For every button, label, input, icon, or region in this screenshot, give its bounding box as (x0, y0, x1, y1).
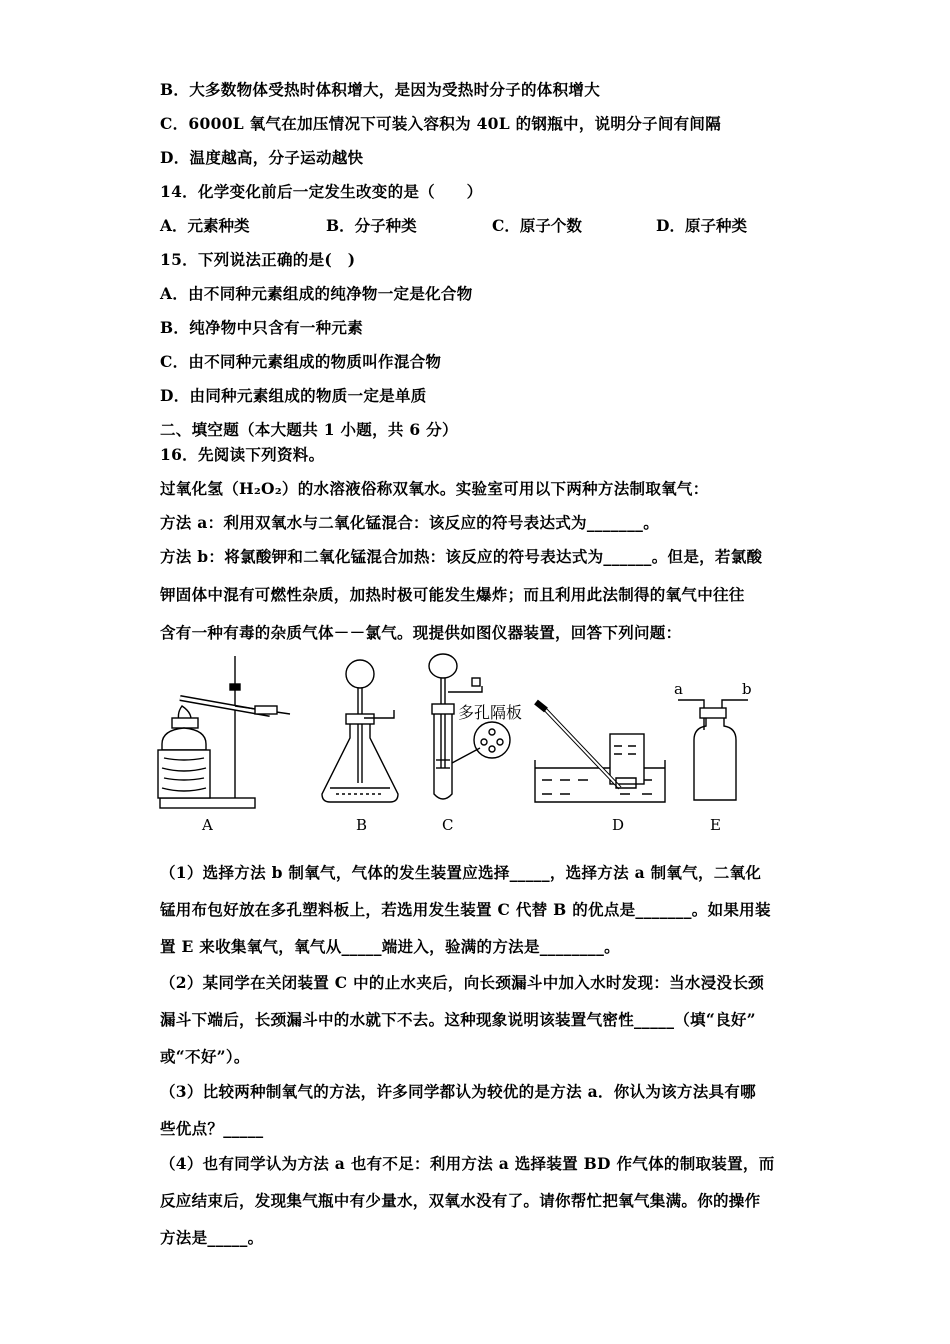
label-b: B (356, 816, 368, 834)
q14-option-d: D．原子种类 (656, 216, 747, 235)
q16-method-b-line2: 钾固体中混有可燃性杂质，加热时极可能发生爆炸；而且利用此法制得的氧气中往往 (160, 585, 745, 604)
apparatus-diagram (150, 648, 790, 838)
apparatus-e (678, 700, 748, 800)
q16-sub4-line2: 反应结束后，发现集气瓶中有少量水，双氧水没有了。请你帮忙把氧气集满。你的操作 (160, 1191, 761, 1210)
q16-paragraph-1: 过氧化氢（H₂O₂）的水溶液俗称双氧水。实验室可用以下两种方法制取氧气： (160, 479, 709, 498)
q15-option-b: B．纯净物中只含有一种元素 (160, 318, 364, 337)
q15-stem: 15．下列说法正确的是( ) (160, 250, 356, 269)
q16-sub4-line3: 方法是_____。 (160, 1228, 264, 1247)
q16-sub3-line1: （3）比较两种制氧气的方法，许多同学都认为较优的是方法 a．你认为该方法具有哪 (160, 1082, 756, 1101)
q16-sub2-line3: 或“不好”）。 (160, 1047, 250, 1066)
apparatus-c (429, 654, 510, 799)
q15-option-c: C．由不同种元素组成的物质叫作混合物 (160, 352, 442, 371)
q15-option-d: D．由同种元素组成的物质一定是单质 (160, 386, 427, 405)
label-d: D (612, 816, 625, 834)
label-a: A (202, 816, 213, 834)
q16-sub2-line1: （2）某同学在关闭装置 C 中的止水夹后，向长颈漏斗中加入水时发现：当水浸没长颈 (160, 973, 764, 992)
porous-plate-label: 多孔隔板 (458, 703, 523, 722)
q16-sub4-line1: （4）也有同学认为方法 a 也有不足：利用方法 a 选择装置 BD 作气体的制取装置，而 (160, 1154, 775, 1173)
q13-option-b: B．大多数物体受热时体积增大，是因为受热时分子的体积增大 (160, 80, 601, 99)
apparatus-b (322, 660, 398, 802)
q16-method-b-line3: 含有一种有毒的杂质气体－－氯气。现提供如图仪器装置，回答下列问题： (160, 623, 682, 642)
q13-option-d: D．温度越高，分子运动越快 (160, 148, 364, 167)
q16-sub2-line2: 漏斗下端后，长颈漏斗中的水就下不去。这种现象说明该装置气密性_____（填“良好” (160, 1010, 756, 1029)
q13-option-c: C．6000L 氧气在加压情况下可装入容积为 40L 的钢瓶中，说明分子间有间隔 (160, 114, 722, 133)
q14-option-c: C．原子个数 (492, 216, 582, 235)
port-b-label: b (742, 680, 752, 698)
q16-stem: 16．先阅读下列资料。 (160, 445, 325, 464)
apparatus-figure (150, 648, 790, 838)
q16-sub1-line1: （1）选择方法 b 制氧气，气体的发生装置应选择_____，选择方法 a 制氧气，二氧化 (160, 863, 762, 882)
label-e: E (710, 816, 721, 834)
q16-sub3-line2: 些优点？_____ (160, 1119, 264, 1138)
q16-method-b-line1: 方法 b：将氯酸钾和二氧化锰混合加热：该反应的符号表达式为______。但是，若氯酸 (160, 547, 763, 566)
apparatus-a (158, 656, 290, 808)
q14-option-b: B．分子种类 (326, 216, 417, 235)
q16-method-a: 方法 a：利用双氧水与二氧化锰混合：该反应的符号表达式为_______。 (160, 513, 659, 532)
section-heading: 二、填空题（本大题共 1 小题，共 6 分） (160, 420, 458, 439)
q16-sub1-line3: 置 E 来收集氧气，氧气从_____端进入，验满的方法是________。 (160, 937, 620, 956)
label-c: C (442, 816, 454, 834)
port-a-label: a (674, 680, 683, 698)
apparatus-d (535, 702, 665, 802)
q14-option-a: A．元素种类 (160, 216, 250, 235)
q14-stem: 14．化学变化前后一定发生改变的是（ ） (160, 182, 483, 201)
q16-sub1-line2: 锰用布包好放在多孔塑料板上，若选用发生装置 C 代替 B 的优点是_______。如果用装 (160, 900, 771, 919)
q15-option-a: A．由不同种元素组成的纯净物一定是化合物 (160, 284, 473, 303)
